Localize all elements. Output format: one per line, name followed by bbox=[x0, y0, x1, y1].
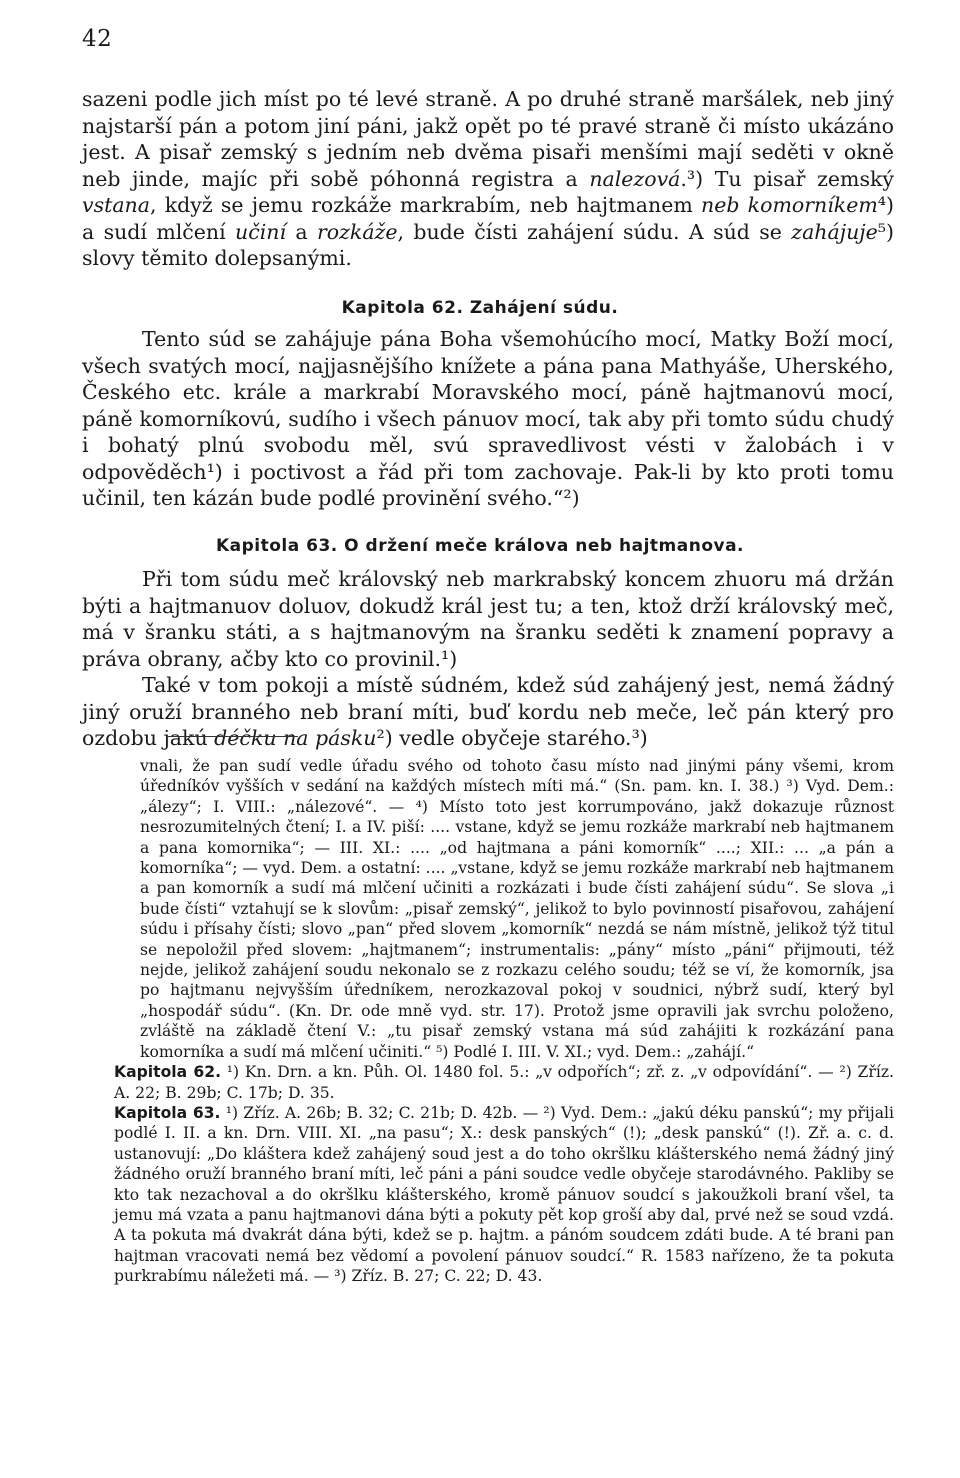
page-number: 42 bbox=[82, 26, 113, 52]
intro-italic: rozkáže bbox=[316, 219, 398, 244]
intro-text: ⁴) a sudí mlčení bbox=[82, 193, 894, 244]
intro-italic: zahájuje bbox=[791, 219, 878, 244]
chapter-63-heading: Kapitola 63. O držení meče králova neb hajtmanova. bbox=[215, 536, 745, 556]
intro-italic: nalezová bbox=[589, 166, 681, 191]
chapter-63-body bbox=[82, 566, 894, 752]
chapter-63-text: Také v tom pokoji a místě súdném, kdež súd zahájený jest, nemá žádný jiný oruží branného neb braní míti, buď kordu neb meče, leč pán který pro ozdobu jakú bbox=[82, 673, 894, 750]
intro-text: .³) Tu pisař zemský bbox=[680, 166, 894, 191]
footnote-chapter-63 bbox=[114, 1103, 894, 1287]
intro-text: ⁵) slovy těmito dolepsanými. bbox=[82, 219, 894, 270]
footnote-chapter-62 bbox=[114, 1062, 894, 1103]
intro-text: sazeni podle jich míst po té levé straně. A po druhé straně maršálek, neb jiný najstarší pán a potom jiní páni, jakž opět po té pravé straně či místo ukázáno jest. A pisař zemský s jedním neb dvěma pisaři menšími mají seděti v okně neb jinde, majíc při sobě póhonná registra a bbox=[82, 87, 894, 191]
chapter-62-body bbox=[82, 326, 894, 512]
chapter-63-paragraph-1: Při tom súdu meč královský neb markrabský koncem zhuoru má držán býti a hajtmanuov doluov, dokudž král jest tu; a ten, ktož drží královský meč, má v šranku státi, a s hajtmanovým na šranku seděti k znamení popravy a práva obrany, ačby kto co provinil.¹) bbox=[82, 567, 894, 671]
footnote-text: ¹) Zříz. A. 26b; B. 32; C. 21b; D. 42b. — ²) Vyd. Dem.: „jakú déku panskú“; my přijali podlé I. II. a kn. Drn. VIII. XI. „na pasu“; X.: desk panských“ (!); „desk panskú“ (!). Zř. a. c. d. ustanovují: „Do kláštera kdež zahájený soud jest a do toho okršlku klášterského nemá žádný jiný žádného oruží branného braní míti, leč páni a páni soudce vedle obyčeje starodávného. Pakliby se kto tak nezachoval a do okršlku klášterského, kromě pánuov soudcí s jakoužkoli braní všel, ta jemu má vzata a panu hajtmanovi dána býti a pokuty pět kop groší aby dal, prvé než se soud vzdá. A ta pokuta má dvakrát dána býti, kdež se p. hajtm. a pánóm soudcem zdáti bude. A té brani pan hajtman vracovati nemá bez vědomí a povolení pánuov soudcí.“ R. 1583 nařízeno, že ta pokuta purkrabímu náležeti má. — ³) Zříz. B. 27; C. 22; D. 43. bbox=[114, 1103, 894, 1286]
intro-italic: neb komorníkem bbox=[701, 193, 878, 217]
chapter-63-text: ²) vedle obyčeje starého.³) bbox=[376, 726, 648, 750]
footnote-label: Kapitola 63. bbox=[114, 1103, 221, 1122]
chapter-63-italic: déčku bbox=[214, 726, 277, 750]
chapter-63-paragraph-2 bbox=[82, 672, 894, 752]
chapter-63-italic: na pásku bbox=[283, 726, 377, 750]
footnote-text: ¹) Kn. Drn. a kn. Půh. Ol. 1480 fol. 5.: „v odpořích“; zř. z. „v odpovídání“. — ²) Zříz. A. 22; B. 29b; C. 17b; D. 35. bbox=[114, 1063, 895, 1102]
chapter-62-paragraph: Tento súd se zahájuje pána Boha všemohúcího mocí, Matky Boží mocí, všech svatých mocí, najjasnějšího knížete a pána pana Mathyáše, Uherského, Českého etc. krále a markrabí Moravského mocí, páně hajtmanovú mocí, páně komorníkovú, sudího i všech pánuov mocí, tak aby při tomto súdu chudý i bohatý plnú svobodu měl, svú spravedlivost vésti v žalobách i v odpověděch¹) i poctivost a řád při tom zachovaje. Pak-li by kto proti tomu učinil, ten kázán bude podlé provinění svého.“²) bbox=[82, 327, 894, 510]
intro-italic: vstana bbox=[82, 193, 150, 217]
intro-text: a bbox=[286, 219, 317, 244]
intro-text: , když se jemu rozkáže markrabím, neb hajtmanem bbox=[150, 193, 701, 217]
footnote-divider bbox=[168, 736, 298, 737]
intro-paragraph bbox=[82, 86, 894, 272]
chapter-62-heading: Kapitola 62. Zahájení súdu. bbox=[341, 298, 619, 318]
intro-text: , bude čísti zahájení súdu. A súd se bbox=[397, 219, 792, 244]
footnotes bbox=[114, 756, 895, 1287]
footnote-continuation: vnali, že pan sudí vedle úřadu svého od tohoto času místo nad jinými pány všemi, krom úředníkóv vyšších v sedání na každých místech míti má.“ (Sn. pam. kn. I. 38.) ³) Vyd. Dem.: „álezy“; I. VIII.: „nálezové“. — ⁴) Místo toto jest korrumpováno, jakž dokazuje různost nesrozumitelných čtení; I. a IV. piší: .... vstane, když se jemu rozkáže markrabí neb hajtmanem a pana komornika“; — III. XI.: .... „od hajtmana a páni komorník“ ....; XII.: ... „a pán a komorníka“; — vyd. Dem. a ostatní: .... „vstane, když se jemu rozkáže markrabí neb hajtmanem a pan komorník a sudí má mlčení učiniti a rozkázati i bude čísti zahájení súdu“. Se slova „i bude čísti“ vztahují se k slovům: „pisař zemský“, jelikož to bylo povinností pisařovou, zahájení súdu i přísahy čísti; slovo „pan“ před slovem „komorník“ nezdá se nám místně, jelikož týž titul se nepoložil před slovem: „hajtmanem“; instrumentalis: „pány“ místo „páni“ přijmouti, též nejde, jelikož zahájení soudu nekonalo se z rozkazu celého soudu; též se ví, že komorník, jsa po hajtmanu nejvyšším úředníkem, nerozkazoval pokoj v soudnici, nýbrž sudí, který byl „hospodář súdu“. (Kn. Dr. ode mně vyd. str. 17). Protož jsme opravili jak svrchu položeno, zvláště na základě čtení V.: „tu pisař zemský vstana má súd zahájiti k rozkázání pana komorníka a sudí má mlčení učiniti.“ ⁵) Podlé I. III. V. XI.; vyd. Dem.: „zahájí.“ bbox=[140, 757, 894, 1061]
intro-italic: učiní bbox=[235, 219, 287, 244]
footnote-label: Kapitola 62. bbox=[114, 1063, 222, 1082]
